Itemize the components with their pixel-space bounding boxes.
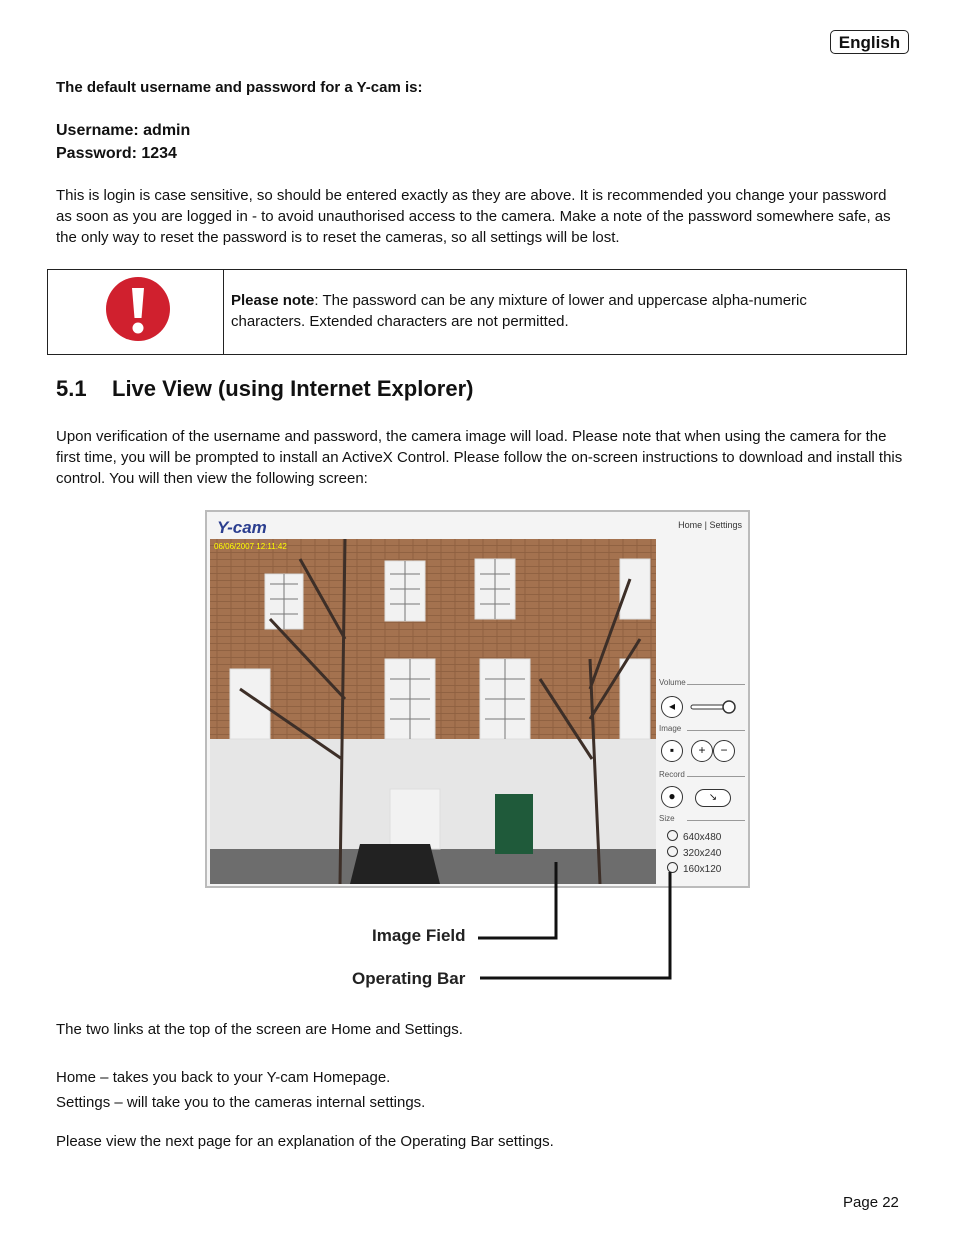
callout-operating-bar: Operating Bar bbox=[352, 969, 466, 988]
top-links: Home | Settings bbox=[678, 520, 742, 530]
password-line: Password: 1234 bbox=[56, 145, 177, 162]
page-number: Page 22 bbox=[843, 1194, 899, 1211]
zoom-out-icon[interactable]: − bbox=[713, 740, 735, 762]
note-label: Please note bbox=[231, 292, 315, 309]
timestamp: 06/06/2007 12:11:42 bbox=[214, 542, 287, 551]
login-paragraph: This is login is case sensitive, so should be entered exactly as they are above. It is recommended you change your password as soon as you are logged in - to avoid unauthorised access to the camera. Make a note of the password somewhere safe, as the only way to reset the password is to reset the cameras, so all settings will be lost. bbox=[56, 187, 891, 246]
home-line: Home – takes you back to your Y-cam Homepage. bbox=[56, 1069, 391, 1086]
callout-image-field: Image Field bbox=[372, 926, 466, 945]
ycam-logo: Y-cam bbox=[217, 518, 267, 537]
record-icon[interactable]: ● bbox=[661, 786, 683, 808]
section-paragraph: Upon verification of the username and password, the camera image will load. Please note that when using the camera for the first time, you will be prompted to install an ActiveX Control. Please follow the on-screen instructions to download and install this control. You will then view the following screen: bbox=[56, 428, 903, 487]
zoom-in-icon[interactable]: + bbox=[691, 740, 713, 762]
next-page-line: Please view the next page for an explanation of the Operating Bar settings. bbox=[56, 1133, 554, 1150]
credentials-heading: The default username and password for a Y-cam is: bbox=[56, 79, 423, 96]
settings-line: Settings – will take you to the cameras internal settings. bbox=[56, 1094, 426, 1111]
record-folder-icon[interactable]: ↘ bbox=[695, 789, 731, 807]
size-option-label: 160x120 bbox=[683, 864, 722, 875]
note-body: : The password can be any mixture of lower and uppercase alpha-numeric characters. Extended characters are not permitted. bbox=[231, 292, 807, 330]
size-option-label: 640x480 bbox=[683, 832, 722, 843]
language-badge: English bbox=[830, 30, 909, 54]
links-sentence: The two links at the top of the screen are Home and Settings. bbox=[56, 1021, 463, 1038]
speaker-icon[interactable]: ◂ bbox=[661, 696, 683, 718]
size-label: Size bbox=[659, 814, 675, 823]
section-title: Live View (using Internet Explorer) bbox=[112, 376, 474, 401]
volume-label: Volume bbox=[659, 678, 686, 687]
snapshot-icon[interactable]: ▪ bbox=[661, 740, 683, 762]
username-line: Username: admin bbox=[56, 122, 191, 139]
record-label: Record bbox=[659, 770, 685, 779]
size-option-label: 320x240 bbox=[683, 848, 722, 859]
image-label: Image bbox=[659, 724, 682, 733]
section-number: 5.1 bbox=[56, 376, 87, 401]
